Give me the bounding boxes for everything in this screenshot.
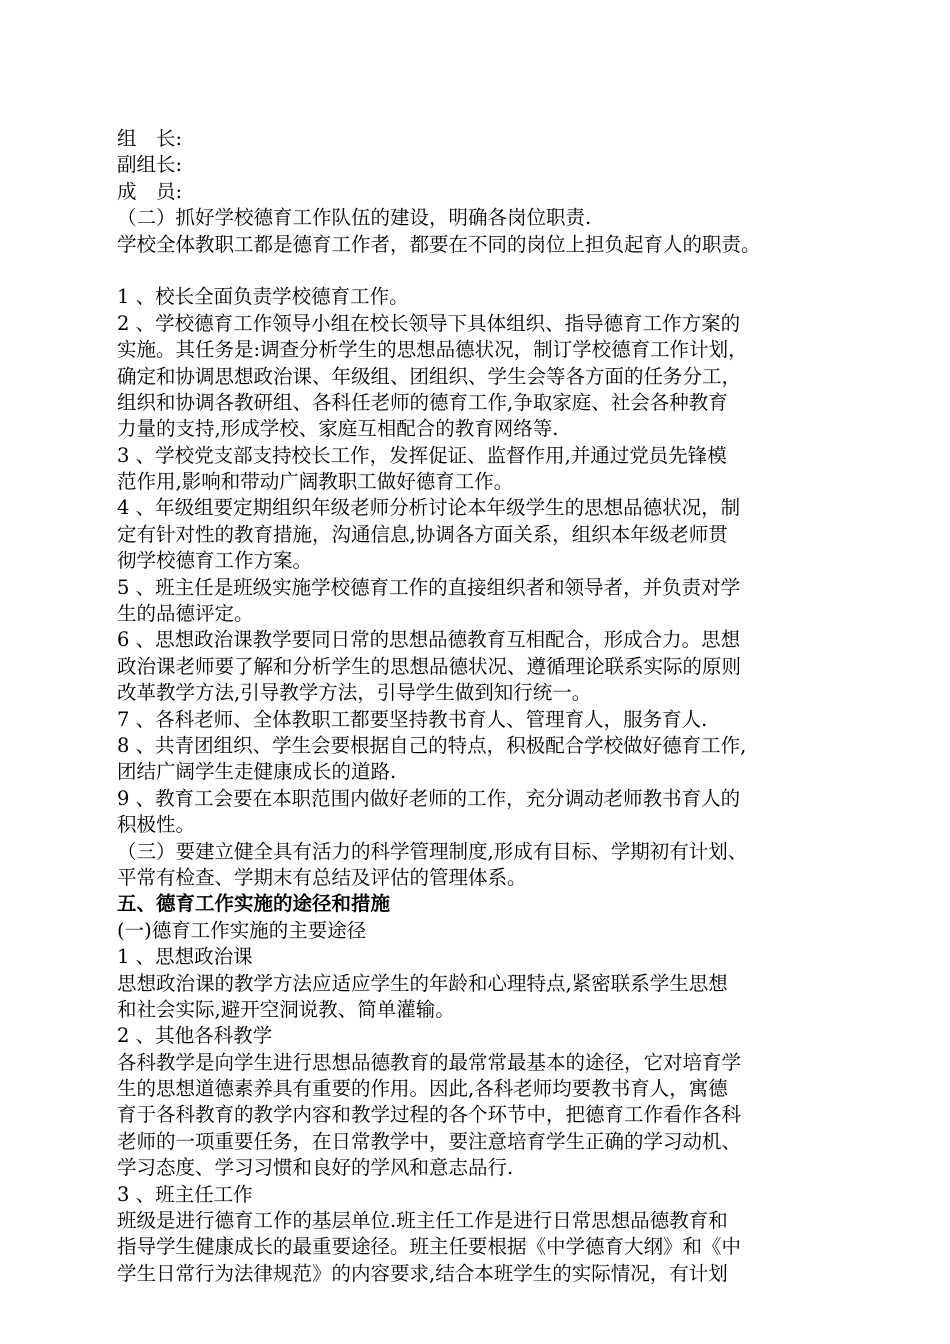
text-line: 1 、思想政治课 — [117, 945, 253, 969]
text-line: 组 长: — [117, 127, 183, 150]
text-line: (一)德育工作实施的主要途径 — [117, 918, 367, 942]
text-line: 生的品德评定。 — [117, 602, 254, 626]
text-line: 育于各科教育的教学内容和教学过程的各个环节中，把德育工作看作各科 — [117, 1103, 742, 1127]
text-line: 平常有检查、学期末有总结及评估的管理体系。 — [117, 865, 527, 889]
text-line: 各科教学是向学生进行思想品德教育的最常常最基本的途径，它对培育学 — [117, 1050, 742, 1074]
text-line: 老师的一项重要任务，在日常教学中，要注意培育学生正确的学习动机、 — [117, 1129, 742, 1153]
text-line: 改革教学方法,引导教学方法，引导学生做到知行统一。 — [117, 681, 592, 705]
text-line: 力量的支持,形成学校、家庭互相配合的教育网络等. — [117, 417, 559, 441]
text-line: 和社会实际,避开空洞说教、简单灌输。 — [117, 997, 455, 1021]
text-line: 指导学生健康成长的最重要途径。班主任要根据《中学德育大纲》和《中 — [117, 1235, 742, 1259]
text-line: 积极性。 — [117, 813, 196, 837]
blank-line — [117, 258, 837, 284]
text-line: 9 、教育工会要在本职范围内做好老师的工作，充分调动老师教书育人的 — [117, 786, 741, 810]
text-line: 学习态度、学习习惯和良好的学风和意志品行. — [117, 1156, 514, 1180]
section-heading: 五、德育工作实施的途径和措施 — [117, 892, 391, 916]
text-line: 副组长: — [117, 153, 183, 177]
text-line: 成 员: — [117, 179, 183, 203]
text-line: 实施。其任务是:调查分析学生的思想品德状况，制订学校德育工作计划， — [117, 338, 748, 362]
text-line: 彻学校德育工作方案。 — [117, 549, 313, 573]
text-line: 1 、校长全面负责学校德育工作。 — [117, 285, 409, 309]
text-line: 定有针对性的教育措施，沟通信息,协调各方面关系，组织本年级老师贯 — [117, 522, 728, 546]
text-line: 学校全体教职工都是德育工作者，都要在不同的岗位上担负起育人的职责。 — [117, 232, 761, 256]
text-line: 学生日常行为法律规范》的内容要求,结合本班学生的实际情况，有计划 — [117, 1261, 728, 1285]
text-line: 思想政治课的教学方法应适应学生的年龄和心理特点,紧密联系学生思想 — [117, 971, 728, 995]
text-line: （二）抓好学校德育工作队伍的建设，明确各岗位职责. — [117, 206, 592, 230]
text-line: 4 、年级组要定期组织年级老师分析讨论本年级学生的思想品德状况，制 — [117, 496, 741, 520]
document-page — [117, 126, 837, 1287]
text-line: （三）要建立健全具有活力的科学管理制度,形成有目标、学期初有计划、 — [117, 839, 748, 863]
text-line: 8 、共青团组织、学生会要根据自己的特点，积极配合学校做好德育工作, — [117, 733, 747, 757]
text-line: 确定和协调思想政治课、年级组、团组织、学生会等各方面的任务分工， — [117, 364, 742, 388]
text-line: 5 、班主任是班级实施学校德育工作的直接组织者和领导者，并负责对学 — [117, 575, 741, 599]
text-line: 2 、其他各科教学 — [117, 1024, 273, 1048]
text-line: 组织和协调各教研组、各科任老师的德育工作,争取家庭、社会各种教育 — [117, 390, 728, 414]
text-line: 班级是进行德育工作的基层单位.班主任工作是进行日常思想品德教育和 — [117, 1209, 728, 1233]
text-line: 2 、学校德育工作领导小组在校长领导下具体组织、指导德育工作方案的 — [117, 311, 741, 335]
text-line: 3 、学校党支部支持校长工作，发挥促证、监督作用,并通过党员先锋模 — [117, 443, 727, 467]
text-line: 生的思想道德素养具有重要的作用。因此,各科老师均要教书育人，寓德 — [117, 1077, 728, 1101]
text-line: 团结广阔学生走健康成长的道路. — [117, 760, 397, 784]
text-line: 6 、思想政治课教学要同日常的思想品德教育互相配合，形成合力。思想 — [117, 628, 741, 652]
text-line: 7 、各科老师、全体教职工都要坚持教书育人、管理育人，服务育人. — [117, 707, 708, 731]
text-line: 政治课老师要了解和分析学生的思想品德状况、遵循理论联系实际的原则 — [117, 654, 742, 678]
text-line: 3 、班主任工作 — [117, 1182, 253, 1206]
text-line: 范作用,影响和带动广阔教职工做好德育工作。 — [117, 470, 514, 494]
